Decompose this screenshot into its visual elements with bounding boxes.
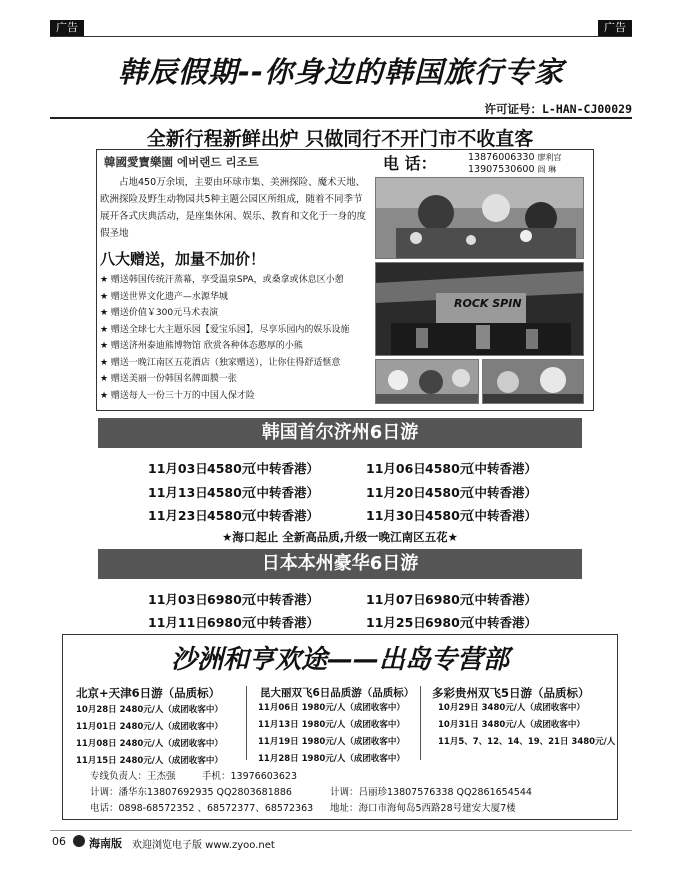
figures-image-icon bbox=[483, 360, 584, 404]
gift-item: ★ 赠送美丽一份韩国名牌面膜一张 bbox=[100, 374, 237, 384]
japan-note: （中转香港） bbox=[462, 592, 538, 607]
column-divider bbox=[246, 686, 247, 760]
tour-line: 11月5、7、12、14、19、21日 3480元/人 bbox=[438, 737, 616, 747]
phone-number-1: 13876006330 bbox=[468, 152, 535, 163]
korea-price: 4580元 bbox=[207, 461, 255, 476]
tour-line: 11月08日 2480元/人（成团收客中） bbox=[76, 739, 223, 749]
tour-line: 10月29日 3480元/人（成团收客中） bbox=[438, 703, 585, 713]
park-figures-photo-right bbox=[482, 359, 584, 404]
japan-price: 6980元 bbox=[207, 592, 255, 607]
japan-price: 6980元 bbox=[425, 615, 473, 630]
license-number: 许可证号：L-HAN-CJ00029 bbox=[484, 102, 632, 116]
korea-price: 4580元 bbox=[207, 485, 255, 500]
tour-line: 11月28日 1980元/人（成团收客中） bbox=[258, 754, 405, 764]
japan-price: 6980元 bbox=[425, 592, 473, 607]
japan-date: 11月03日 bbox=[148, 592, 208, 607]
park-description: 占地450万余顷，主要由环球市集、美洲探险、魔术天地、欧洲探险及野生动物园共5种主题公园区所组成，随着不同季节展开各式庆典活动，是座集休闲、娱乐、教育和文化于一身的度假圣地 bbox=[100, 177, 367, 239]
korea-note: （中转香港） bbox=[244, 485, 320, 500]
office-phone: 电话：0898-68572352 、68572377、68572363 bbox=[90, 803, 314, 814]
beijing-tour-title: 北京+天津6日游（品质标） bbox=[76, 686, 221, 700]
korea-tour-banner: 韩国首尔济州6日游 bbox=[98, 418, 582, 448]
korea-note: （中转香港） bbox=[462, 461, 538, 476]
ad-tag-left: 广告 bbox=[50, 20, 84, 36]
korea-price: 4580元 bbox=[207, 508, 255, 523]
ad-tag-right: 广告 bbox=[598, 20, 632, 36]
beijing-tour-lines bbox=[76, 702, 223, 770]
park-name: 韓國愛寶樂園 에버랜드 리조트 bbox=[104, 155, 259, 169]
site-link[interactable]: 欢迎浏览电子版 www.zyoo.net bbox=[132, 840, 275, 851]
japan-note: （中转香港） bbox=[244, 615, 320, 630]
tour-line: 11月13日 1980元/人（成团收客中） bbox=[258, 720, 405, 730]
phone-contact-1: 廖利宫 bbox=[537, 153, 562, 162]
gift-item: ★ 赠送济州泰迪熊博物馆 欣赏各种体态憨厚的小熊 bbox=[100, 341, 303, 351]
korea-date: 11月30日 bbox=[366, 508, 426, 523]
korea-date: 11月06日 bbox=[366, 461, 426, 476]
edition-logo-icon bbox=[73, 835, 85, 847]
rock-spin-photo bbox=[375, 262, 584, 356]
japan-date: 11月25日 bbox=[366, 615, 426, 630]
line-manager: 专线负责人：王杰强 bbox=[90, 771, 176, 782]
korea-date: 11月20日 bbox=[366, 485, 426, 500]
edition-name: 海南版 bbox=[89, 837, 122, 850]
gift-item: ★ 赠送全球七大主题乐园【爱宝乐园】，尽享乐园内的娱乐设施 bbox=[100, 324, 350, 335]
gift-item: ★ 赠送韩国传统汗蒸幕，享受温泉SPA，或桑拿或休息区小憩 bbox=[100, 275, 344, 285]
planner-2: 计调：吕丽珍13807576338 QQ2861654544 bbox=[330, 787, 532, 798]
korea-date: 11月13日 bbox=[148, 485, 208, 500]
tour-line: 11月15日 2480元/人（成团收客中） bbox=[76, 756, 223, 766]
japan-price: 6980元 bbox=[207, 615, 255, 630]
korea-date: 11月03日 bbox=[148, 461, 208, 476]
phone-contact-2: 阎 琳 bbox=[537, 165, 557, 174]
korea-note: （中转香港） bbox=[462, 485, 538, 500]
planner-1: 计调：潘华东13807692935 QQ2803681886 bbox=[90, 787, 292, 798]
japan-note: （中转香港） bbox=[462, 615, 538, 630]
tour-line: 11月19日 1980元/人（成团收客中） bbox=[258, 737, 405, 747]
gifts-list bbox=[100, 272, 370, 404]
tour-line: 11月06日 1980元/人（成团收客中） bbox=[258, 703, 405, 713]
korea-price: 4580元 bbox=[425, 461, 473, 476]
manager-mobile: 手机：13976603623 bbox=[202, 771, 297, 782]
page-title: 韩辰假期--你身边的韩国旅行专家 bbox=[117, 55, 565, 89]
japan-date: 11月11日 bbox=[148, 615, 208, 630]
tour-line: 11月01日 2480元/人（成团收客中） bbox=[76, 722, 223, 732]
parade-image-icon bbox=[376, 178, 584, 259]
japan-tour-banner: 日本本州豪华6日游 bbox=[98, 549, 582, 579]
phone-number-2: 13907530600 bbox=[468, 164, 535, 175]
guizhou-tour-title: 多彩贵州双飞5日游（品质标） bbox=[432, 686, 590, 700]
japan-date: 11月07日 bbox=[366, 592, 426, 607]
kunming-tour-title: 昆大丽双飞6日品质游（品质标） bbox=[260, 687, 415, 699]
kunming-tour-lines bbox=[258, 700, 405, 768]
park-parade-photo bbox=[375, 177, 584, 259]
gift-item: ★ 赠送价值￥300元马术表演 bbox=[100, 308, 219, 318]
korea-price: 4580元 bbox=[425, 485, 473, 500]
gifts-title: 八大赠送，加量不加价！ bbox=[100, 250, 266, 268]
korea-note: （中转香港） bbox=[244, 461, 320, 476]
korea-note: （中转香港） bbox=[462, 508, 538, 523]
korea-date: 11月23日 bbox=[148, 508, 208, 523]
promo-headline: 全新行程新鲜出炉 只做同行不开门市不收直客 bbox=[146, 128, 534, 150]
gift-item: ★ 赠送世界文化遗产—水源华城 bbox=[100, 291, 228, 302]
tour-line: 10月31日 3480元/人（成团收客中） bbox=[438, 720, 585, 730]
column-divider bbox=[420, 686, 421, 760]
gift-item: ★ 赠送每人一份三十万的中国人保才险 bbox=[100, 390, 255, 401]
korea-note-line: ★海口起止 全新高品质,升级一晚江南区五花★ bbox=[222, 530, 458, 544]
japan-note: （中转香港） bbox=[244, 592, 320, 607]
page-number: 06 bbox=[52, 835, 66, 848]
korea-price: 4580元 bbox=[425, 508, 473, 523]
guizhou-tour-lines bbox=[438, 700, 615, 751]
ride-sign: ROCK SPIN bbox=[454, 297, 522, 310]
figures-image-icon bbox=[376, 360, 479, 404]
gift-item: ★ 赠送一晚江南区五花酒店（独家赠送），让你住得舒适惬意 bbox=[100, 357, 341, 368]
phone-label: 电 话： bbox=[383, 154, 437, 173]
korea-note: （中转香港） bbox=[244, 508, 320, 523]
tour-line: 10月28日 2480元/人（成团收客中） bbox=[76, 705, 223, 715]
shazhou-title: 沙洲和亨欢途——出岛专营部 bbox=[170, 645, 509, 675]
office-address: 地址：海口市海甸岛5西路28号建安大厦7楼 bbox=[330, 803, 516, 814]
park-figures-photo-left bbox=[375, 359, 479, 404]
